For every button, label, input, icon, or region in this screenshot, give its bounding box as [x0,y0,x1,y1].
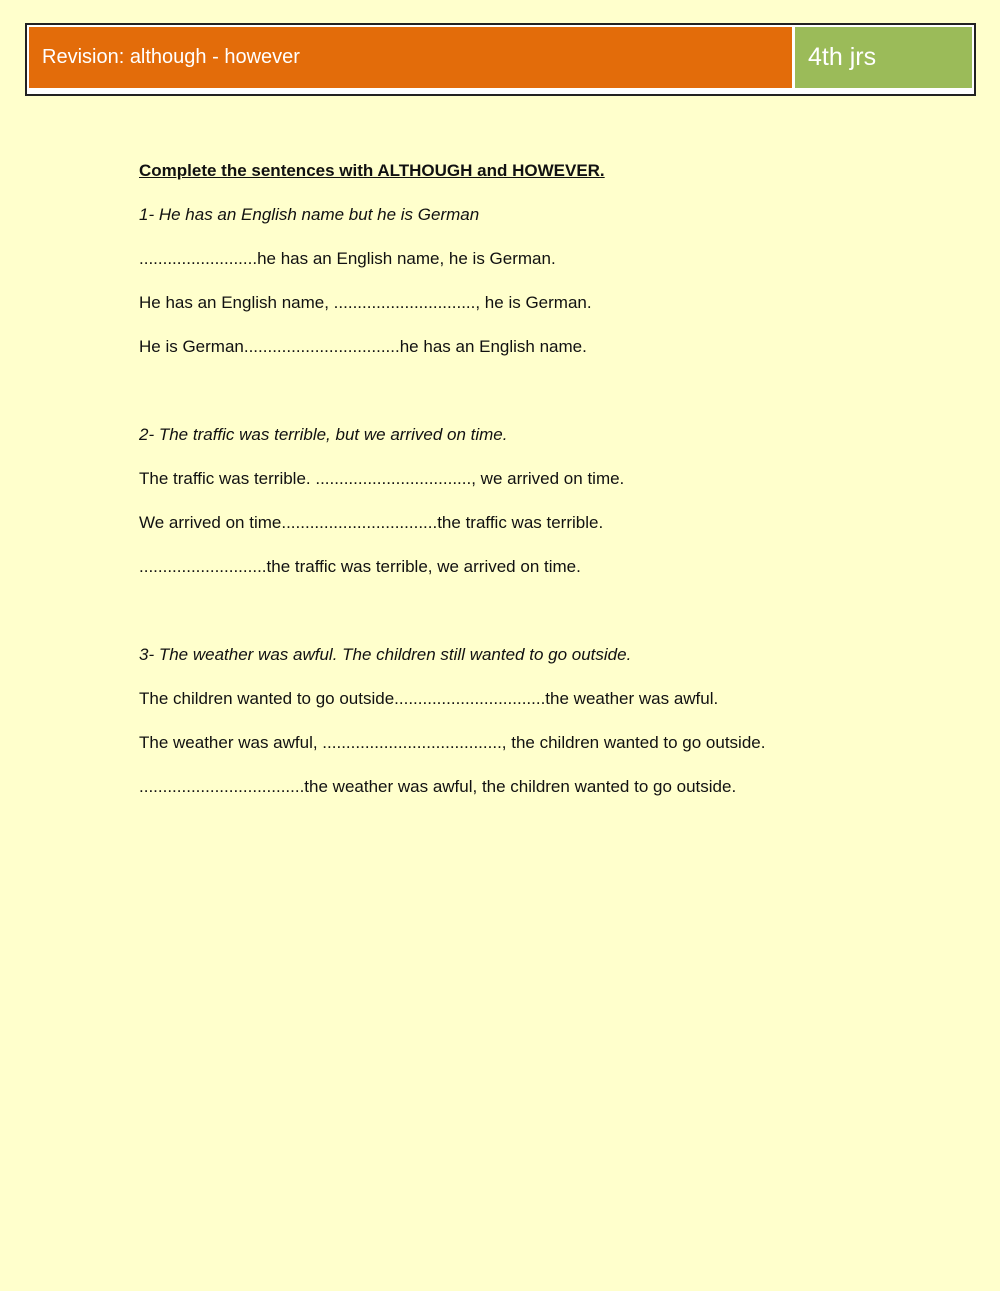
answer-line: The children wanted to go outside................................the weather was awful. [139,689,719,708]
question-block-1 [139,199,919,375]
answer-line: We arrived on time.................................the traffic was terrible. [139,513,604,532]
question-prompt: 1- He has an English name but he is German [139,205,480,224]
question-prompt: 2- The traffic was terrible, but we arrived on time. [139,425,508,444]
question-block-3 [139,639,919,815]
answer-line: The weather was awful, ......................................, the children wanted to go outside. [139,733,766,752]
worksheet-body [139,155,919,815]
answer-line: He is German.................................he has an English name. [139,337,587,356]
spacer [139,375,919,419]
answer-line: ...........................the traffic was terrible, we arrived on time. [139,557,581,576]
question-prompt: 3- The weather was awful. The children still wanted to go outside. [139,645,632,664]
answer-line: .........................he has an English name, he is German. [139,249,556,268]
header-row [29,27,972,88]
answer-line: The traffic was terrible. ................................., we arrived on time. [139,469,625,488]
header-banner [25,23,976,96]
worksheet-title: Revision: although - however [29,27,792,88]
answer-line: He has an English name, .............................., he is German. [139,293,592,312]
spacer [139,595,919,639]
level-label: 4th jrs [795,27,972,88]
answer-line: ...................................the weather was awful, the children wanted to go outside. [139,777,737,796]
instruction-heading: Complete the sentences with ALTHOUGH and HOWEVER. [139,161,605,180]
question-block-2 [139,419,919,595]
